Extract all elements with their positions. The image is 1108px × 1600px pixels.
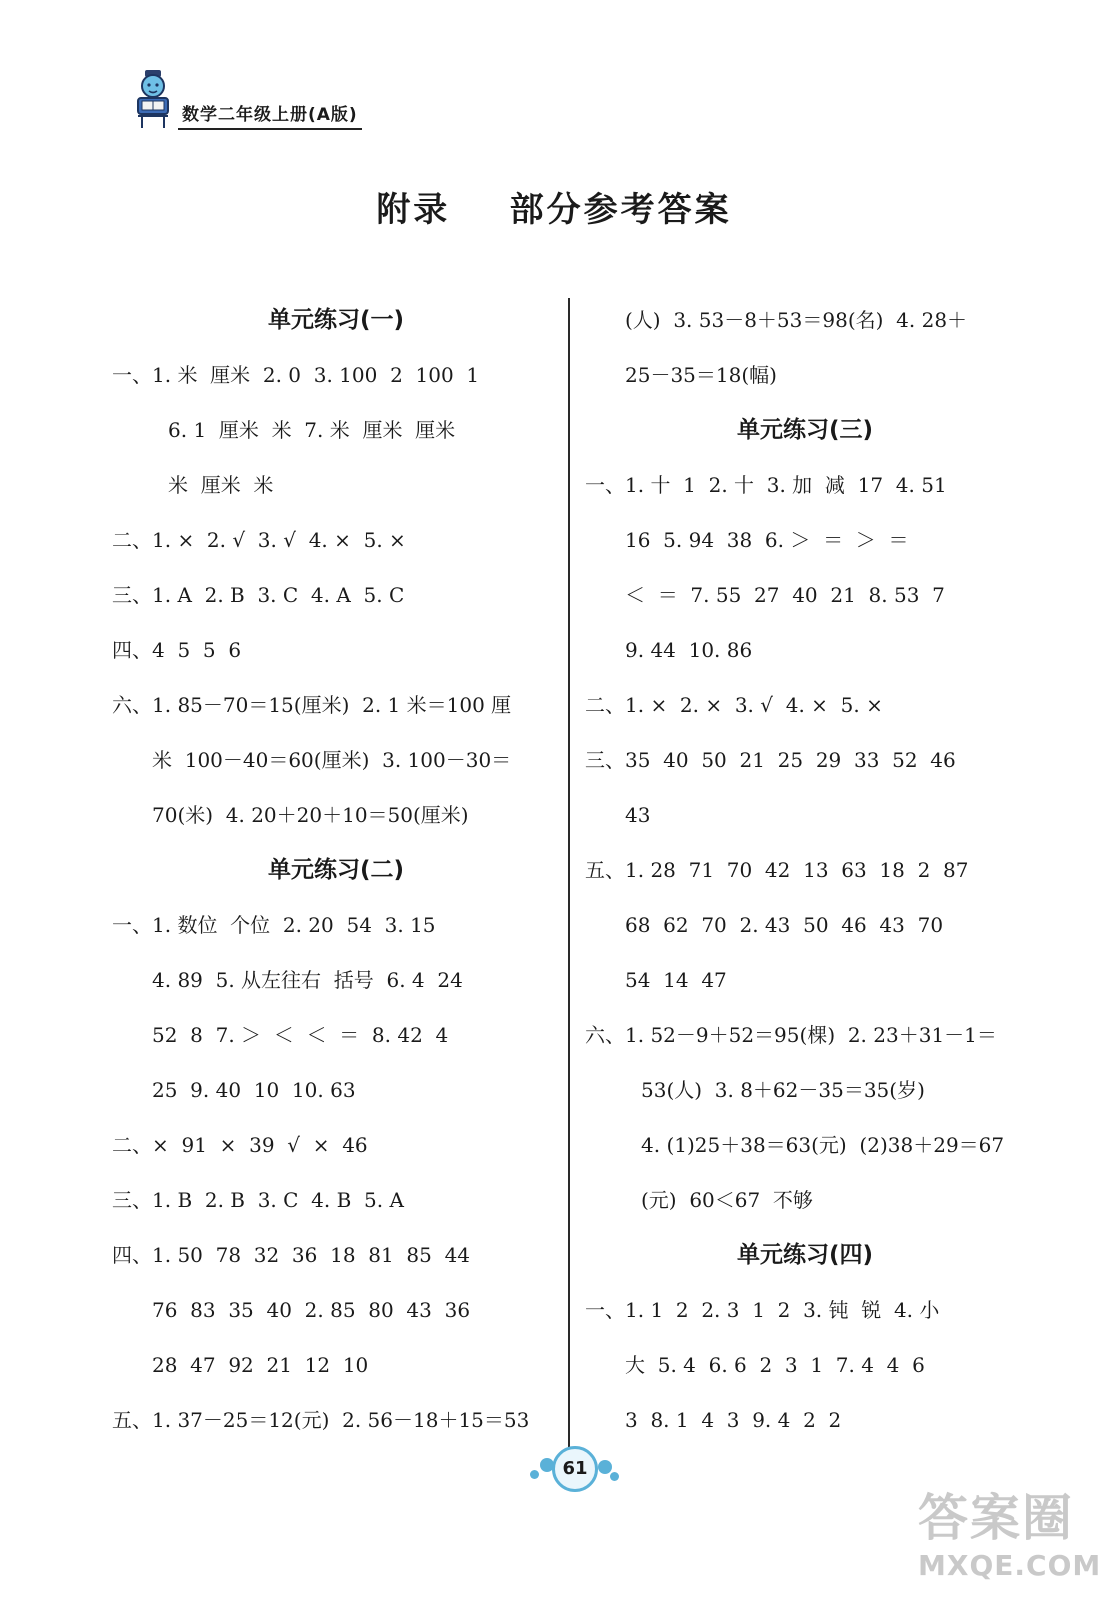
section-heading: 单元练习(三) — [736, 417, 874, 443]
answer-line: 53(人) 3. 8＋62－35＝35(岁) — [641, 1078, 925, 1102]
answer-line: 五、1. 28 71 70 42 13 63 18 2 87 — [585, 858, 969, 882]
watermark-logo-text: 答案圈 — [918, 1489, 1074, 1547]
left-column — [112, 293, 560, 1448]
page-title: 附录 部分参考答案 — [376, 190, 732, 230]
boy-reading-icon — [132, 68, 174, 130]
section-heading: 单元练习(四) — [736, 1242, 874, 1268]
section-heading: 单元练习(一) — [267, 307, 405, 333]
answer-line: 25－35＝18(幅) — [625, 363, 777, 387]
answer-line: 一、1. 米 厘米 2. 0 3. 100 2 100 1 — [112, 363, 480, 387]
answer-line: 二、1. × 2. √ 3. √ 4. × 5. × — [112, 528, 406, 552]
bubble-icon — [530, 1470, 539, 1479]
answer-line: 4. (1)25＋38＝63(元) (2)38＋29＝67 — [641, 1133, 1005, 1157]
answer-line: 大 5. 4 6. 6 2 3 1 7. 4 4 6 — [625, 1353, 925, 1377]
answer-line: 二、1. × 2. × 3. √ 4. × 5. × — [585, 693, 883, 717]
bubble-icon — [610, 1472, 619, 1481]
answer-line: 一、1. 1 2 2. 3 1 2 3. 钝 锐 4. 小 — [585, 1298, 940, 1322]
answer-line: 三、1. B 2. B 3. C 4. B 5. A — [112, 1188, 404, 1212]
section-heading: 单元练习(二) — [267, 857, 405, 883]
watermark — [918, 1488, 1102, 1598]
answer-line: (元) 60＜67 不够 — [641, 1188, 813, 1212]
answer-line: 3 8. 1 4 3 9. 4 2 2 — [625, 1408, 842, 1432]
answer-line: 54 14 47 — [625, 968, 727, 992]
column-divider — [568, 298, 570, 1456]
answer-line: 米 厘米 米 — [168, 473, 274, 497]
bubble-icon — [598, 1460, 612, 1474]
answer-line: 6. 1 厘米 米 7. 米 厘米 厘米 — [168, 418, 456, 442]
answer-line: 28 47 92 21 12 10 — [152, 1353, 369, 1377]
answer-line: 68 62 70 2. 43 50 46 43 70 — [625, 913, 944, 937]
book-title: 数学二年级上册(A版) — [178, 100, 362, 130]
answer-line: 四、4 5 5 6 — [112, 638, 242, 662]
answer-line: 4. 89 5. 从左往右 括号 6. 4 24 — [152, 968, 463, 992]
answer-line: 米 100－40＝60(厘米) 3. 100－30＝ — [152, 748, 512, 772]
answer-line: 9. 44 10. 86 — [625, 638, 753, 662]
answer-line: 一、1. 十 1 2. 十 3. 加 减 17 4. 51 — [585, 473, 947, 497]
answer-line: 25 9. 40 10 10. 63 — [152, 1078, 356, 1102]
book-header — [132, 68, 362, 130]
answer-line: 四、1. 50 78 32 36 18 81 85 44 — [112, 1243, 471, 1267]
answer-line: 43 — [625, 803, 651, 827]
answer-line: 三、35 40 50 21 25 29 33 52 46 — [585, 748, 956, 772]
answer-line: 76 83 35 40 2. 85 80 43 36 — [152, 1298, 471, 1322]
answer-line: (人) 3. 53－8＋53＝98(名) 4. 28＋ — [625, 308, 968, 332]
answer-line: ＜ ＝ 7. 55 27 40 21 8. 53 7 — [625, 583, 945, 607]
answer-line: 五、1. 37－25＝12(元) 2. 56－18＋15＝53 — [112, 1408, 530, 1432]
answer-line: 70(米) 4. 20＋20＋10＝50(厘米) — [152, 803, 469, 827]
answer-line: 六、1. 85－70＝15(厘米) 2. 1 米＝100 厘 — [112, 693, 512, 717]
answer-line: 52 8 7. ＞ ＜ ＜ ＝ 8. 42 4 — [152, 1023, 449, 1047]
answer-line: 一、1. 数位 个位 2. 20 54 3. 15 — [112, 913, 436, 937]
page-footer — [0, 1440, 1108, 1494]
watermark-url: MXQE.COM — [918, 1549, 1102, 1582]
answer-line: 六、1. 52－9＋52＝95(棵) 2. 23＋31－1＝ — [585, 1023, 997, 1047]
answer-line: 二、× 91 × 39 √ × 46 — [112, 1133, 368, 1157]
answer-line: 16 5. 94 38 6. ＞ ＝ ＞ ＝ — [625, 528, 909, 552]
page-number: 61 — [552, 1446, 598, 1492]
answer-line: 三、1. A 2. B 3. C 4. A 5. C — [112, 583, 405, 607]
right-column — [585, 293, 1025, 1448]
